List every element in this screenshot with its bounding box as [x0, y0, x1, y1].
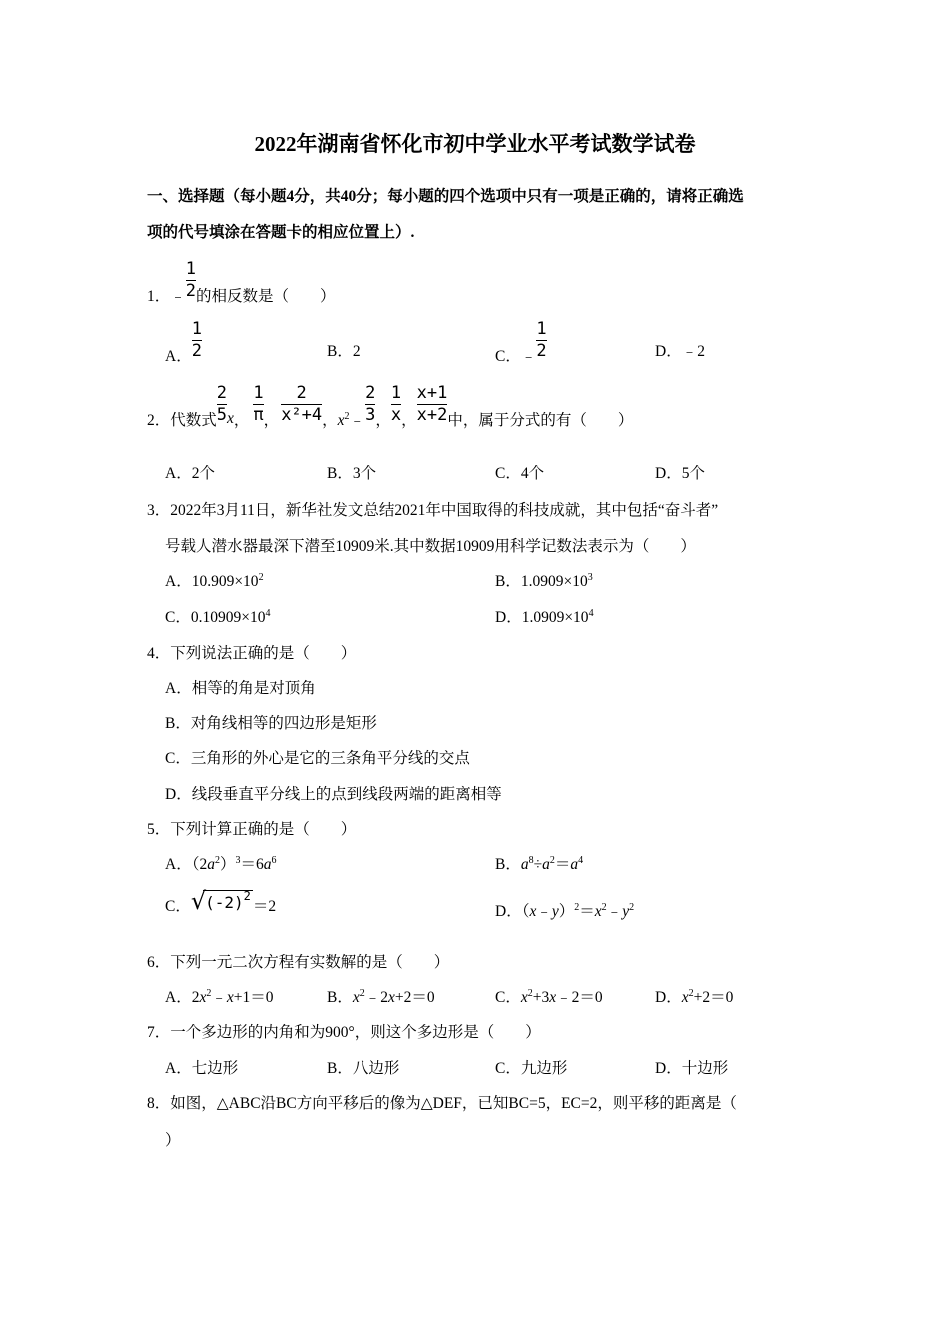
question-4-option-c: C．三角形的外心是它的三条角平分线的交点 [165, 750, 470, 767]
question-7-option-c: C．九边形 [495, 1060, 568, 1077]
question-2-stem: 2．代数式 $\frac{2}{5}$ x， $\frac{1}{\pi}$ ， $\frac{2}{\text{x²+4}}$ ，$x^2﹣$ $\frac{2}{3}$ ， $\frac{1}{x}$ ， $\frac{x+1}{x+2}$ 中，属于分式的有（ ） [147, 382, 634, 429]
page-title: 2022年湖南省怀化市初中学业水平考试数学试卷 [254, 132, 696, 156]
question-1-option-c: C．﹣ $\frac{1}{2}$ [495, 318, 547, 365]
question-8-line1: 8．如图，△ABC沿BC方向平移后的像为△DEF，已知BC=5，EC=2，则平移的距离是（ [147, 1095, 737, 1112]
question-5-stem: 5．下列计算正确的是（ ） [147, 821, 357, 838]
section-heading-line1: 一、选择题（每小题4分，共40分；每小题的四个选项中只有一项是正确的，请将正确选 [147, 188, 744, 205]
question-4-option-b: B．对角线相等的四边形是矩形 [165, 715, 377, 732]
question-1-option-b: B．2 [327, 343, 361, 360]
question-8-line2: ） [165, 1132, 181, 1149]
question-6-option-c: C．$x^2+3x﹣2=0$ [495, 988, 603, 1006]
section-heading-line2: 项的代号填涂在答题卡的相应位置上）. [147, 224, 415, 241]
question-6-option-d: D．$x^2+2=0$ [655, 988, 734, 1006]
question-7-option-d: D．十边形 [655, 1060, 729, 1077]
question-2-option-d: D．5个 [655, 465, 705, 482]
question-6-stem: 6．下列一元二次方程有实数解的是（ ） [147, 954, 450, 971]
question-5-option-d: D．$(x﹣y)^2=x^2﹣y^2$ [495, 902, 635, 920]
question-1-option-d: D．﹣2 [655, 343, 705, 360]
question-3-option-b: B．$1.0909\times 10^3$ [495, 572, 593, 590]
question-2-option-b: B．3个 [327, 465, 377, 482]
question-2-option-a: A．2个 [165, 465, 215, 482]
question-5-option-a: A．$(2a^2)^3=6a^6$ [165, 855, 277, 873]
question-4-option-d: D．线段垂直平分线上的点到线段两端的距离相等 [165, 786, 502, 803]
question-1-stem: 1．﹣ $\frac{1}{2}$ 的相反数是（ ） [147, 258, 336, 305]
question-4-option-a: A．相等的角是对顶角 [165, 680, 316, 697]
question-3-line1: 3．2022年3月11日，新华社发文总结2021年中国取得的科技成就，其中包括“奋斗者” [147, 502, 719, 519]
question-7-option-b: B．八边形 [327, 1060, 400, 1077]
question-2-option-c: C．4个 [495, 465, 545, 482]
question-5-option-b: B．$a^8\div a^2=a^4$ [495, 855, 584, 873]
fraction: $\frac{1}{2}$ [185, 258, 197, 301]
question-7-stem: 7．一个多边形的内角和为900°，则这个多边形是（ ） [147, 1024, 541, 1041]
question-4-stem: 4．下列说法正确的是（ ） [147, 645, 357, 662]
question-6-option-b: B．$x^2﹣2x+2=0$ [327, 988, 435, 1006]
sqrt-expression: $√(-2)^2$ [190, 887, 251, 915]
question-7-option-a: A．七边形 [165, 1060, 239, 1077]
question-5-option-c: C．$√(-2)^2=2$ [165, 887, 277, 915]
question-1-option-a: A． $\frac{1}{2}$ [165, 318, 202, 365]
question-3-option-d: D．$1.0909\times 10^4$ [495, 608, 594, 626]
question-3-option-a: A．$10.909\times 10^2$ [165, 572, 264, 590]
question-6-option-a: A．$2x^2﹣x+1=0$ [165, 988, 274, 1006]
question-3-line2: 号载人潜水器最深下潜至10909米.其中数据10909用科学记数法表示为（ ） [165, 538, 696, 555]
question-3-option-c: C．$0.10909\times 10^4$ [165, 608, 271, 626]
